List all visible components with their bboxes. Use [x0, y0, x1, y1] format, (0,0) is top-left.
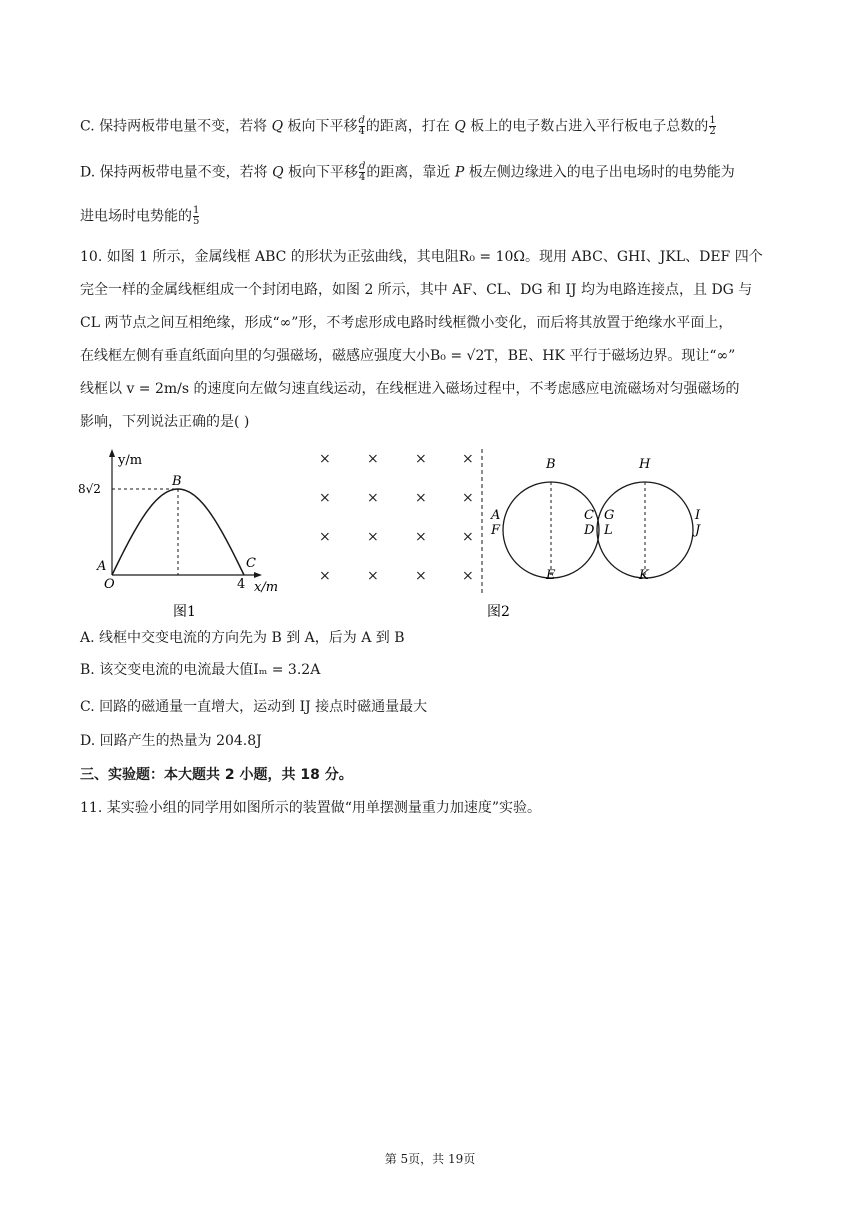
figure-2-caption: 图2	[487, 604, 510, 620]
q10-line-1: 10. 如图 1 所示，金属线框 ABC 的形状为正弦曲线，其电阻R₀ = 10Ω。现用 ABC、GHI、JKL、DEF 四个	[80, 249, 763, 265]
field-cross-mark: ×	[462, 490, 474, 506]
point-b-label: B	[172, 474, 182, 489]
label-h: H	[639, 457, 651, 472]
magnetic-field	[319, 451, 474, 584]
field-cross-mark: ×	[367, 451, 379, 467]
figures	[0, 445, 860, 625]
option-c: C. 保持两板带电量不变，若将 Q 板向下平移 $\frac{d}{4}$ 的距离，打在 Q 板上的电子数占进入平行板电子总数的 $\frac{1}{2}$	[80, 115, 716, 137]
q10-line-4: 在线框左侧有垂直纸面向里的匀强磁场，磁感应强度大小B₀ = √2T，BE、HK 平行于磁场边界。现让“∞”	[80, 348, 736, 364]
label-f: F	[491, 523, 501, 538]
q10-line-2: 完全一样的金属线框组成一个封闭电路，如图 2 所示，其中 AF、CL、DG 和 IJ 均为电路连接点，且 DG 与	[80, 282, 753, 298]
label-d: D	[584, 523, 595, 538]
y-axis-arrow	[109, 449, 115, 457]
x-max-label: 4	[237, 577, 246, 592]
q10-line-6: 影响，下列说法正确的是( )	[80, 414, 250, 430]
label-c: C	[584, 508, 594, 523]
y-axis-label: y/m	[118, 453, 143, 468]
label-k: K	[639, 568, 649, 583]
q11-text: 11. 某实验小组的同学用如图所示的装置做“用单摆测量重力加速度”实验。	[80, 800, 542, 816]
label-e: E	[546, 568, 556, 583]
page-footer: 第 5页，共 19页	[384, 1152, 476, 1166]
field-cross-mark: ×	[462, 529, 474, 545]
section-heading: 三、实验题：本大题共 2 小题，共 18 分。	[80, 767, 353, 783]
x-axis-label: x/m	[254, 580, 279, 595]
q10-option-c: C. 回路的磁通量一直增大，运动到 IJ 接点时磁通量最大	[80, 699, 428, 715]
field-cross-mark: ×	[367, 529, 379, 545]
label-a: A	[491, 508, 501, 523]
figure-1-caption: 图1	[173, 604, 196, 620]
option-d-continued: 进电场时电势能的 $\frac{1}{5}$	[80, 205, 200, 227]
field-cross-mark: ×	[319, 490, 331, 506]
q10-line-3: CL 两节点之间互相绝缘，形成“∞”形，不考虑形成电路时线框微小变化，而后将其放置于绝缘水平面上，	[80, 315, 733, 331]
field-cross-mark: ×	[367, 568, 379, 584]
fraction: $\frac{1}{2}$	[709, 115, 716, 137]
field-cross-mark: ×	[367, 490, 379, 506]
figure-1	[78, 449, 278, 620]
q10-option-d: D. 回路产生的热量为 204.8J	[80, 733, 262, 749]
field-cross-mark: ×	[415, 490, 427, 506]
label-i: I	[695, 508, 701, 523]
point-a-label: A	[97, 559, 107, 574]
origin-label: O	[104, 577, 115, 592]
label-j: J	[695, 523, 701, 538]
label-b: B	[546, 457, 556, 472]
option-d: D. 保持两板带电量不变，若将 Q 板向下平移 $\frac{d}{4}$ 的距离，靠近 P 板左侧边缘进入的电子出电场时的电势能为	[80, 161, 735, 183]
field-cross-mark: ×	[319, 568, 331, 584]
fraction: $\frac{d}{4}$	[359, 161, 366, 183]
q10-line-5: 线框以 v = 2m/s 的速度向左做匀速直线运动，在线框进入磁场过程中，不考虑感应电流磁场对匀强磁场的	[80, 381, 740, 397]
label-l: L	[604, 523, 613, 538]
figure-2	[487, 457, 701, 620]
field-cross-mark: ×	[462, 568, 474, 584]
fraction: $\frac{1}{5}$	[193, 205, 200, 227]
field-cross-mark: ×	[415, 529, 427, 545]
field-cross-mark: ×	[415, 451, 427, 467]
fraction: $\frac{d}{4}$	[358, 115, 365, 137]
field-cross-mark: ×	[462, 451, 474, 467]
point-c-label: C	[246, 556, 256, 571]
field-cross-mark: ×	[415, 568, 427, 584]
field-cross-mark: ×	[319, 529, 331, 545]
q10-option-b: B. 该交变电流的电流最大值Iₘ = 3.2A	[80, 662, 321, 678]
field-cross-mark: ×	[319, 451, 331, 467]
y-max-label: 8√2	[78, 482, 101, 496]
x-axis-arrow	[254, 572, 262, 578]
q10-option-a: A. 线框中交变电流的方向先为 B 到 A，后为 A 到 B	[80, 630, 405, 646]
label-g: G	[604, 508, 615, 523]
